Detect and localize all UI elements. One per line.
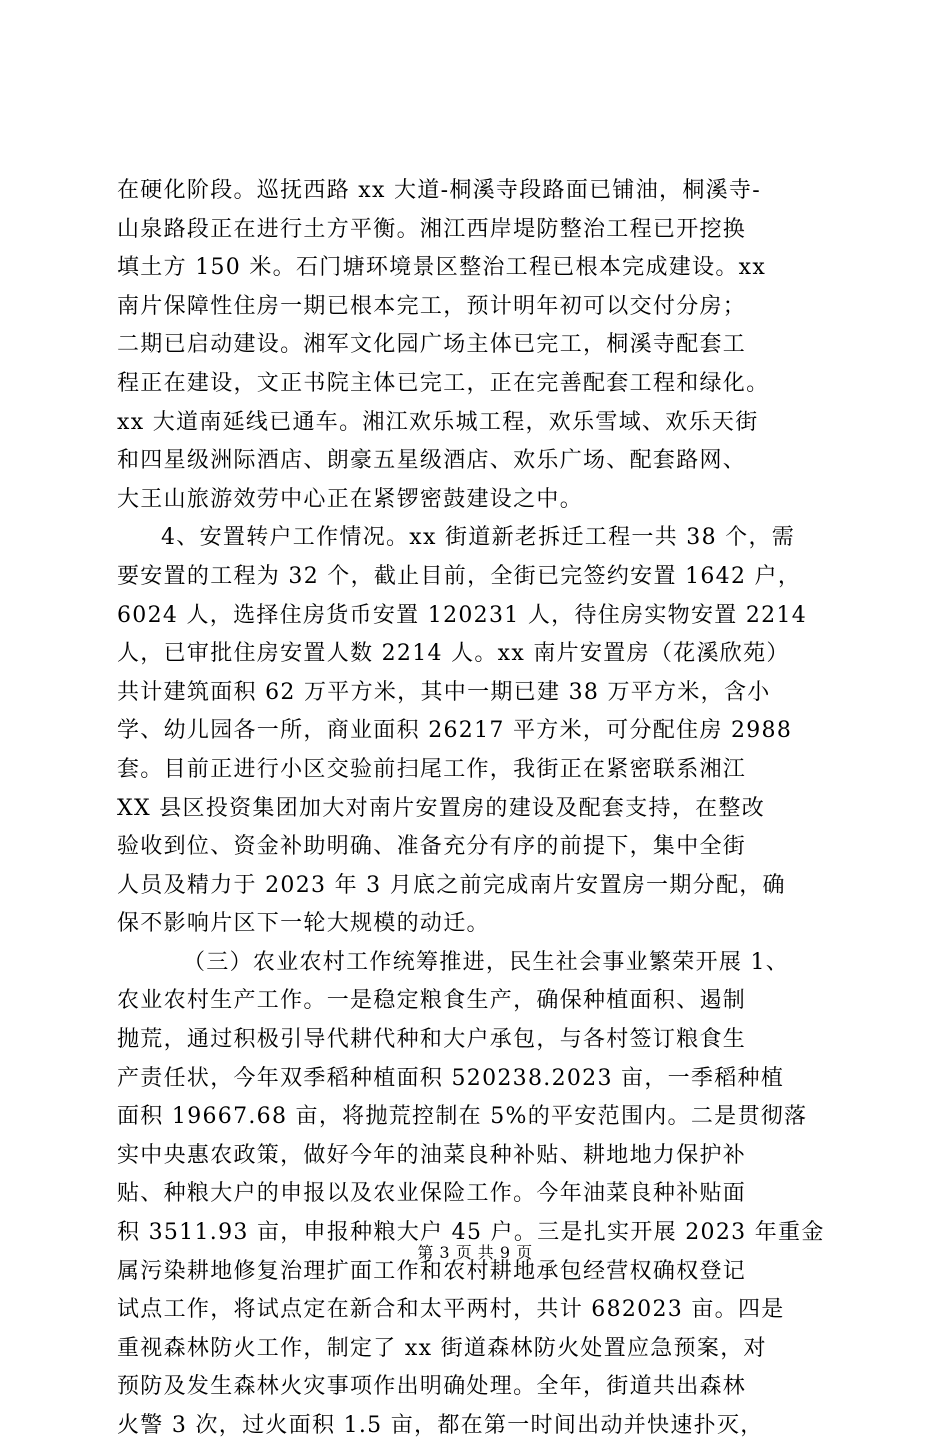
text-line: 农业农村生产工作。一是稳定粮食生产，确保种植面积、遏制: [117, 988, 747, 1014]
text-line: 山泉路段正在进行土方平衡。湘江西岸堤防整治工程已开挖换: [117, 216, 747, 242]
text-line: 二期已启动建设。湘军文化园广场主体已完工，桐溪寺配套工: [117, 332, 747, 358]
text-line: 在硬化阶段。巡抚西路 xx 大道-桐溪寺段路面已铺油，桐溪寺-: [117, 178, 761, 203]
text-line: 验收到位、资金补助明确、准备充分有序的前提下，集中全街: [117, 834, 747, 860]
text-line: 实中央惠农政策，做好今年的油菜良种补贴、耕地地力保护补: [117, 1142, 747, 1168]
text-line: 贴、种粮大户的申报以及农业保险工作。今年油菜良种补贴面: [117, 1181, 747, 1207]
text-line: 和四星级洲际酒店、朗豪五星级酒店、欢乐广场、配套路网、: [117, 448, 747, 474]
text-line: 南片保障性住房一期已根本完工，预计明年初可以交付分房；: [117, 293, 747, 319]
text-line: 程正在建设，文正书院主体已完工，正在完善配套工程和绿化。: [117, 370, 770, 396]
text-line: 积 3511.93 亩，申报种粮大户 45 户。三是扎实开展 2023 年重金: [117, 1220, 825, 1246]
text-line: 人员及精力于 2023 年 3 月底之前完成南片安置房一期分配，确: [117, 872, 786, 898]
text-line: 产责任状，今年双季稻种植面积 520238.2023 亩，一季稻种植: [117, 1065, 785, 1091]
text-line: 共计建筑面积 62 万平方米，其中一期已建 38 万平方米，含小: [117, 679, 771, 705]
paragraph-start-line: 4、安置转户工作情况。xx 街道新老拆迁工程一共 38 个，需: [161, 525, 796, 551]
page-number-footer: 第 3 页 共 9 页: [417, 1243, 533, 1262]
text-line: 重视森林防火工作，制定了 xx 街道森林防火处置应急预案，对: [117, 1335, 767, 1361]
text-line: XX 县区投资集团加大对南片安置房的建设及配套支持，在整改: [117, 795, 766, 821]
text-line: 预防及发生森林火灾事项作出明确处理。全年，街道共出森林: [117, 1374, 747, 1400]
text-line: 学、幼儿园各一所，商业面积 26217 平方米，可分配住房 2988: [117, 718, 793, 744]
text-line: 大王山旅游效劳中心正在紧锣密鼓建设之中。: [117, 486, 584, 512]
text-line: 人，已审批住房安置人数 2214 人。xx 南片安置房（花溪欣苑）: [117, 641, 790, 667]
text-line: 要安置的工程为 32 个，截止目前，全街已完签约安置 1642 户，: [117, 563, 802, 589]
text-line: 火警 3 次，过火面积 1.5 亩，都在第一时间出动并快速扑灭，: [117, 1413, 764, 1438]
text-line: 填土方 150 米。石门塘环境景区整治工程已根本完成建设。xx: [117, 255, 767, 281]
text-line: 属污染耕地修复治理扩面工作和农村耕地承包经营权确权登记: [117, 1258, 747, 1284]
text-line: 抛荒，通过积极引导代耕代种和大户承包，与各村签订粮食生: [117, 1027, 747, 1053]
text-line: 保不影响片区下一轮大规模的动迁。: [117, 911, 490, 937]
text-line: 套。目前正进行小区交验前扫尾工作，我街正在紧密联系湘江: [117, 756, 747, 782]
section-heading-line: （三）农业农村工作统筹推进，民生社会事业繁荣开展 1、: [183, 949, 790, 975]
text-line: 试点工作，将试点定在新合和太平两村，共计 682023 亩。四是: [117, 1297, 785, 1323]
text-line: xx 大道南延线已通车。湘江欢乐城工程，欢乐雪域、欢乐天街: [117, 409, 759, 435]
text-line: 面积 19667.68 亩，将抛荒控制在 5%的平安范围内。二是贯彻落: [117, 1104, 808, 1130]
text-line: 6024 人，选择住房货币安置 120231 人，待住房实物安置 2214: [117, 602, 808, 628]
